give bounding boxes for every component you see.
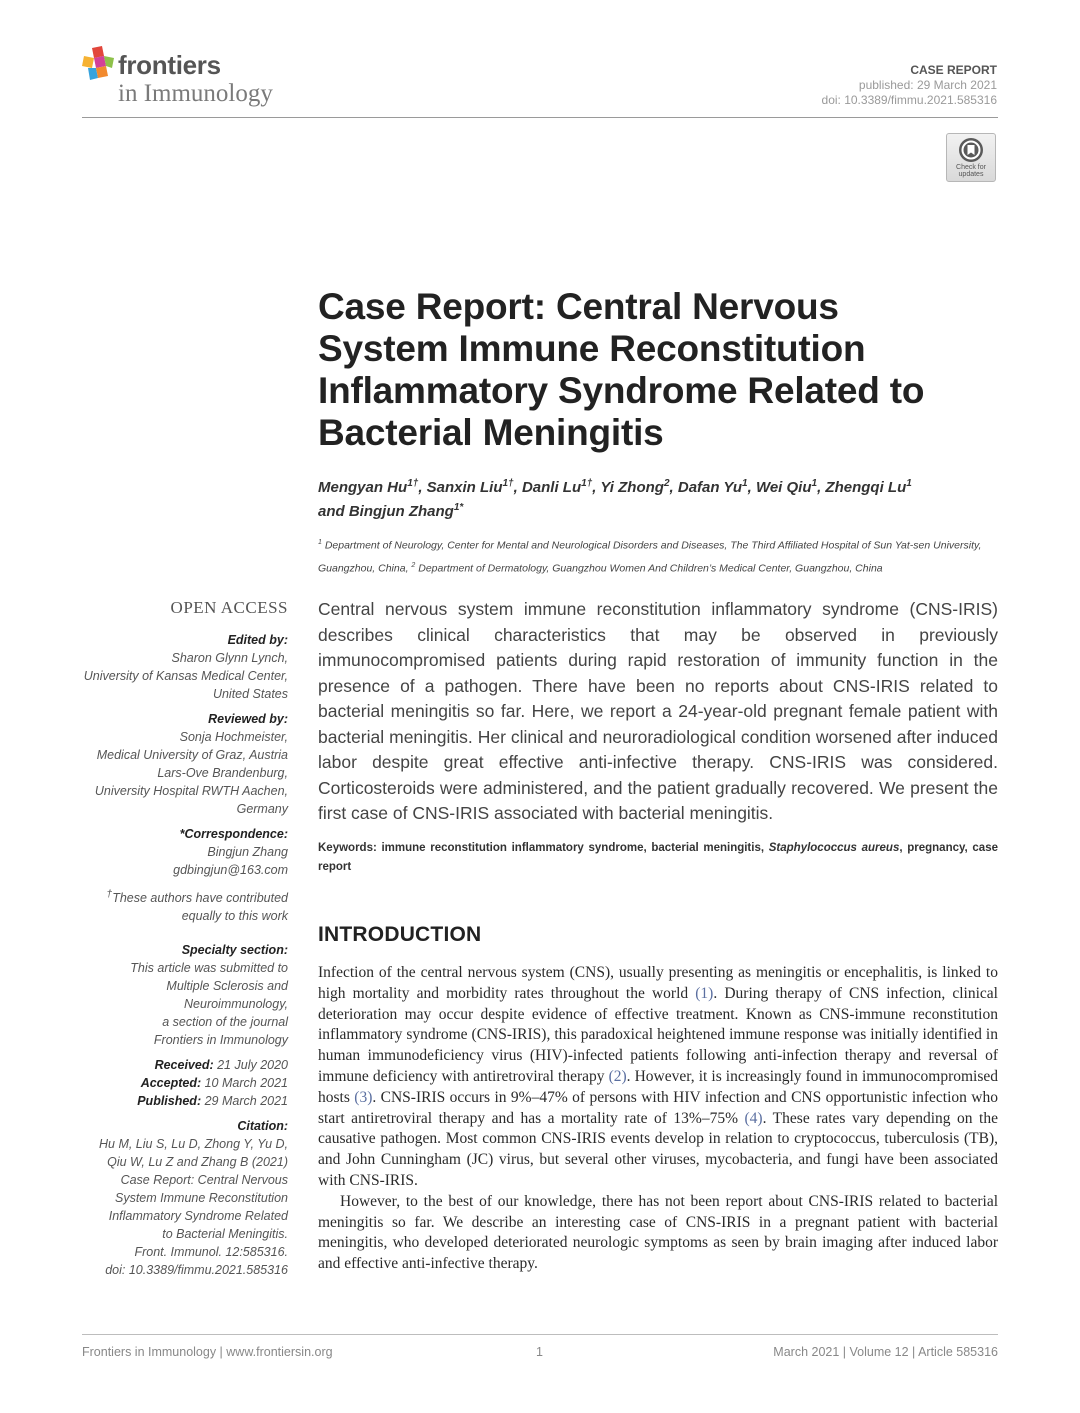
sidebar-line: gdbingjun@163.com (173, 863, 288, 877)
reference-link[interactable]: (4) (744, 1109, 763, 1127)
reference-link[interactable]: (2) (608, 1067, 627, 1085)
article-title: Case Report: Central Nervous System Immune Reconstitution Inflammatory Syndrome Related to Bacterial Meningitis (318, 286, 925, 453)
sidebar-line: Case Report: Central Nervous (120, 1173, 288, 1188)
reviewed-by-block (62, 728, 288, 818)
affiliation-mark: 1 (318, 539, 322, 546)
sidebar-line: to Bacterial Meningitis. (162, 1227, 288, 1242)
sidebar-line: Inflammatory Syndrome Related (108, 1209, 288, 1224)
sidebar-line: Neuroimmunology, (184, 997, 288, 1012)
author-name[interactable]: Sanxin Liu (426, 479, 503, 496)
author-affiliation-mark: 1† (407, 478, 419, 489)
affiliations (318, 533, 998, 578)
article-info-sidebar (62, 598, 288, 1279)
article-type: CASE REPORT (910, 63, 997, 77)
sidebar-line: United States (212, 687, 288, 701)
sidebar-line: Multiple Sclerosis and (166, 979, 288, 994)
author-name[interactable]: Yi Zhong (600, 479, 664, 496)
author-name[interactable]: Mengyan Hu (318, 479, 408, 496)
keywords-label: Keywords: (318, 842, 377, 854)
affiliation-mark: 2 (411, 561, 416, 569)
sidebar-line: Sharon Glynn Lynch, (171, 651, 288, 665)
dagger-mark: † (106, 889, 113, 900)
author-affiliation-mark: 1† (581, 478, 593, 489)
sidebar-line: Front. Immunol. 12:585316. (134, 1245, 288, 1260)
footer-divider (82, 1334, 998, 1335)
introduction-paragraph-2: However, to the best of our knowledge, there has not been report about CNS-IRIS related to bacterial meningitis so far. We describe an interesting case of CNS-IRIS in a pregnant patient with bacterial meningitis, who developed deteriorated neurologic symptoms as seen by brain imaging after induced labor and effective anti-infective therapy. (318, 1192, 998, 1273)
check-for-updates-label: Check for updates (956, 164, 986, 178)
sidebar-published-date: Published: 29 March 2021 (137, 1094, 288, 1109)
published-date: published: 29 March 2021 (858, 78, 997, 92)
citation-label: Citation: (237, 1119, 288, 1134)
affiliation-text: Department of Neurology, Center for Mental and Neurological Disorders and Diseases, The Third Affiliated Hospital of Sun Yat-sen University, Guangzhou, China, (318, 539, 982, 574)
sidebar-line: University Hospital RWTH Aachen, (94, 784, 288, 798)
sidebar-line: a section of the journal (162, 1015, 288, 1030)
sidebar-line: University of Kansas Medical Center, (83, 669, 288, 683)
author-affiliation-mark: 1* (453, 502, 464, 513)
edited-by-block (62, 649, 288, 703)
edited-by-label: Edited by: (227, 633, 288, 647)
author-name[interactable]: Dafan Yu (677, 479, 743, 496)
reference-link[interactable]: (3) (354, 1088, 373, 1106)
author-affiliation-mark: 1 (906, 478, 912, 489)
reviewed-by-label: Reviewed by: (208, 712, 288, 726)
author-affiliation-mark: 1† (502, 478, 514, 489)
author-affiliation-mark: 1 (811, 478, 818, 489)
footer-issue-info: March 2021 | Volume 12 | Article 585316 (773, 1345, 998, 1359)
author-name[interactable]: Zhengqi Lu (825, 479, 907, 496)
sidebar-line: Lars-Ove Brandenburg, (157, 766, 288, 780)
open-access-label: OPEN ACCESS (170, 598, 288, 617)
introduction-paragraph-1: Infection of the central nervous system (CNS), usually presenting as meningitis or encephalitis, is linked to high mortality and morbidity rates throughout the world (1). During therapy of CNS infection, clinical deterioration may occur despite evidence of effective treatment. Known as CNS-immune reconstitution inflammatory syndrome (CNS-IRIS), this paradoxical heightened immune response was initially identified in human immunodeficiency virus (HIV)-infected patients following anti-infection therapy and reversal of immune deficiency with antiretroviral therapy (2). However, it is increasingly found in immunocompromised hosts (3). CNS-IRIS occurs in 9%–47% of persons with HIV infection and CNS opportunistic infection who start antiretroviral therapy and has a mortality rate of 13%–75% (4). These rates vary depending on the causative pathogen. Most common CNS-IRIS events develop in relation to cryptococcus, tuberculosis (TB), and John Cunningham (JC) virus, but several other viruses, mycobacteria, and fungi have been associated with CNS-IRIS. (318, 964, 999, 1189)
author-affiliation-mark: 2 (663, 478, 670, 489)
sidebar-line: Germany (236, 802, 288, 816)
page-number: 1 (536, 1345, 543, 1359)
affiliation-text: Department of Dermatology, Guangzhou Women And Children’s Medical Center, Guangzhou, China (415, 562, 883, 574)
abstract: Central nervous system immune reconstitution inflammatory syndrome (CNS-IRIS) describes clinical characteristics that may be observed in previously immunocompromised patients during rapid restoration of immunity function in the presence of a pathogen. There have been no reports about CNS-IRIS related to bacterial meningitis so far. Here, we report a 24-year-old pregnant female patient with bacterial meningitis. Her clinical and neuroradiological condition worsened after induced labor despite great effective anti-infective therapy. CNS-IRIS was considered. Corticosteroids were administered, and the patient gradually recovered. We present the first case of CNS-IRIS associated with bacterial meningitis. (318, 599, 998, 823)
frontiers-logo-icon (82, 46, 116, 86)
received-date: Received: 21 July 2020 (154, 1058, 288, 1073)
accepted-date: Accepted: 10 March 2021 (140, 1076, 288, 1091)
citation-block (62, 1135, 288, 1279)
correspondence-label: *Correspondence: (179, 827, 288, 841)
journal-logo (82, 46, 322, 116)
correspondence-block (62, 843, 288, 879)
footer-journal: Frontiers in Immunology | www.frontiersin.org (82, 1345, 333, 1359)
specialty-section-block (62, 959, 288, 1049)
keywords: Keywords: immune reconstitution inflammatory syndrome, bacterial meningitis, Staphylococcus aureus, pregnancy, case report (318, 842, 998, 873)
author-affiliation-mark: 1 (742, 478, 748, 489)
equal-contribution-note: †These authors have contributed equally to this work (106, 889, 288, 924)
journal-name-line2: in Immunology (118, 80, 273, 107)
introduction-body (318, 963, 998, 1275)
article-meta (822, 63, 997, 108)
sidebar-line: Frontiers in Immunology (153, 1033, 288, 1048)
specialty-section-label: Specialty section: (181, 943, 288, 958)
article-doi[interactable]: doi: 10.3389/fimmu.2021.585316 (821, 93, 997, 107)
sidebar-line: doi: 10.3389/fimmu.2021.585316 (105, 1263, 288, 1278)
author-name[interactable]: Danli Lu (521, 479, 582, 496)
check-for-updates-badge[interactable] (946, 133, 996, 182)
sidebar-line: System Immune Reconstitution (115, 1191, 288, 1206)
sidebar-line: This article was submitted to (130, 961, 288, 976)
author-name[interactable]: Wei Qiu (755, 479, 812, 496)
bookmark-check-icon (958, 137, 984, 163)
keyword-organism: Staphylococcus aureus (768, 842, 900, 854)
header-divider (82, 117, 998, 118)
sidebar-line: Medical University of Graz, Austria (96, 748, 288, 762)
journal-name-line1: frontiers (118, 50, 221, 80)
author-name[interactable]: Bingjun Zhang (348, 503, 454, 520)
reference-link[interactable]: (1) (695, 984, 714, 1002)
sidebar-line: Sonja Hochmeister, (179, 730, 288, 744)
section-heading-introduction: INTRODUCTION (318, 923, 482, 946)
sidebar-line: Bingjun Zhang (207, 845, 288, 859)
sidebar-line: Hu M, Liu S, Lu D, Zhong Y, Yu D, (99, 1137, 288, 1152)
author-list: Mengyan $Hu^{1\dagger}$, Sanxin Liu$^{1\dagger}$, Danli $Lu^{1\dagger}$, Yi Zhong$^2$, Dafan Yu$^1$, Wei Qiu$^1$, Zhengqi Lu$^1$ and Bingjun Zhang$^{1*}$ (318, 478, 912, 520)
sidebar-line: Qiu W, Lu Z and Zhang B (2021) (107, 1155, 288, 1170)
